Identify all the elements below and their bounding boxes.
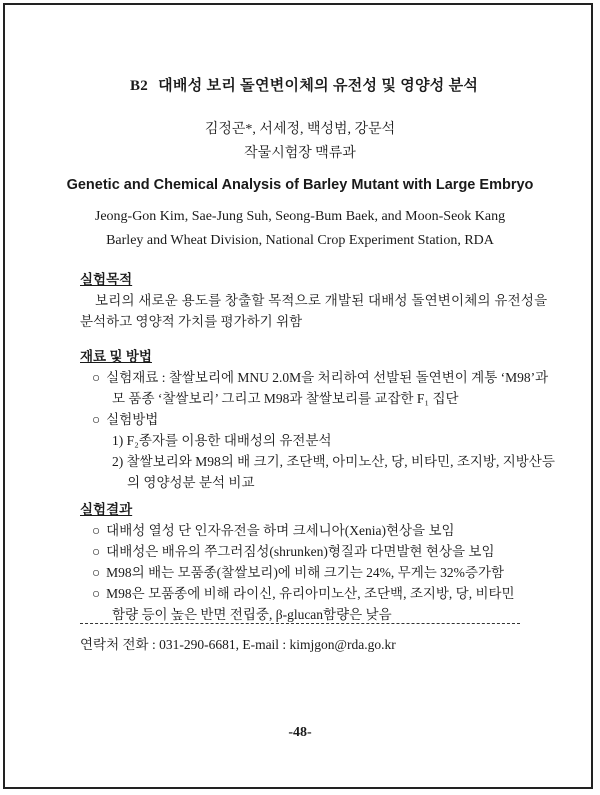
- affiliation-english: Barley and Wheat Division, National Crop Experiment Station, RDA: [106, 233, 494, 248]
- methods-item-materials: ○ 실험재료 : 찰쌀보리에 MNU 2.0M을 처리하여 선발된 돌연변이 계통 ‘M98’과: [92, 370, 549, 385]
- bullet-circle: ○: [92, 544, 101, 559]
- results-heading: 실험결과: [80, 502, 133, 517]
- authors-english: Jeong-Gon Kim, Sae-Jung Suh, Seong-Bum Baek, and Moon-Seok Kang: [94, 209, 506, 224]
- results-item-3: ○ M98의 배는 모품종(찰쌀보리)에 비해 크기는 24%, 무게는 32%증가함: [92, 565, 505, 580]
- methods-step-2-cont: 의 영양성분 분석 비교: [127, 475, 255, 490]
- authors-korean: 김정곤*, 서세정, 백성범, 강문석: [204, 122, 396, 137]
- methods-materials-cont: 모 품종 ‘찰쌀보리’ 그리고 M98과 찰쌀보리를 교잡한 F₁ 집단: [112, 391, 459, 406]
- abstract-code: B2: [130, 78, 149, 94]
- paper-title-english: Genetic and Chemical Analysis of Barley Mutant with Large Embryo: [66, 177, 534, 193]
- page-number: -48-: [288, 725, 312, 740]
- objective-line-2: 분석하고 영양적 가치를 평가하기 위함: [80, 314, 303, 329]
- results-item-4-cont: 함량 등이 높은 반면 전립중, β-glucan함량은 낮음: [112, 607, 392, 622]
- methods-heading: 재료 및 방법: [80, 349, 152, 364]
- results-item-2: ○ 대배성은 배유의 쭈그러짐성(shrunken)형질과 다면발현 현상을 보임: [92, 544, 495, 559]
- results-item-4: ○ M98은 모품종에 비해 라이신, 유리아미노산, 조단백, 조지방, 당, 비타민: [92, 586, 515, 601]
- objective-heading: 실험목적: [80, 272, 133, 287]
- dashed-divider: [80, 623, 520, 624]
- methods-step-2: 2) 찰쌀보리와 M98의 배 크기, 조단백, 아미노산, 당, 비타민, 조지방, 지방산등: [112, 454, 555, 469]
- bullet-circle: ○: [92, 586, 101, 601]
- contact-info: 연락처 전화 : 031-290-6681, E-mail : kimjgon@rda.go.kr: [80, 637, 396, 652]
- objective-line-1: 보리의 새로운 용도를 창출할 목적으로 개발된 대배성 돌연변이체의 유전성을: [95, 293, 548, 308]
- bullet-circle: ○: [92, 523, 101, 538]
- methods-step-1: 1) F₂종자를 이용한 대배성의 유전분석: [112, 433, 332, 448]
- paper-title-korean: [130, 74, 478, 95]
- title-kr-text: 대배성 보리 돌연변이체의 유전성 및 영양성 분석: [158, 78, 479, 94]
- bullet-circle: ○: [92, 565, 101, 580]
- bullet-circle: ○: [92, 370, 101, 385]
- methods-item-procedure: ○ 실험방법: [92, 412, 159, 427]
- bullet-circle: ○: [92, 412, 101, 427]
- department-korean: 작물시험장 맥류과: [244, 146, 356, 161]
- results-item-1: ○ 대배성 열성 단 인자유전을 하며 크세니아(Xenia)현상을 보임: [92, 523, 455, 538]
